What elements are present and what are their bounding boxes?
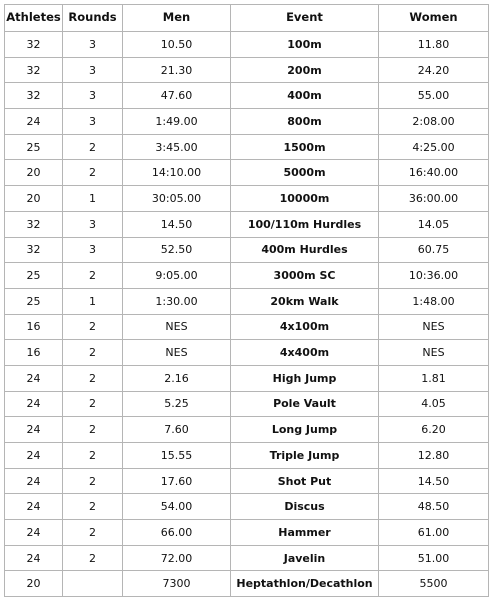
cell-event: 400m Hurdles — [231, 237, 379, 263]
cell-women: 4.05 — [379, 391, 489, 417]
cell-event: 5000m — [231, 160, 379, 186]
table-row — [5, 160, 489, 186]
cell-rounds: 3 — [63, 109, 123, 135]
cell-event: 1500m — [231, 134, 379, 160]
cell-event: 800m — [231, 109, 379, 135]
cell-women: 10:36.00 — [379, 263, 489, 289]
cell-athletes: 20 — [5, 160, 63, 186]
table-row — [5, 391, 489, 417]
cell-event: 10000m — [231, 186, 379, 212]
table-row — [5, 109, 489, 135]
cell-athletes: 25 — [5, 263, 63, 289]
cell-men: 47.60 — [123, 83, 231, 109]
cell-event: 100m — [231, 32, 379, 58]
cell-event: Discus — [231, 494, 379, 520]
cell-women: NES — [379, 340, 489, 366]
table-row — [5, 32, 489, 58]
cell-rounds: 3 — [63, 211, 123, 237]
table-row — [5, 211, 489, 237]
cell-athletes: 25 — [5, 134, 63, 160]
cell-event: Shot Put — [231, 468, 379, 494]
header-athletes: Athletes — [5, 5, 63, 32]
cell-women: 48.50 — [379, 494, 489, 520]
cell-event: Hammer — [231, 520, 379, 546]
cell-rounds: 2 — [63, 494, 123, 520]
cell-rounds: 2 — [63, 545, 123, 571]
table-row — [5, 237, 489, 263]
cell-women: 2:08.00 — [379, 109, 489, 135]
cell-men: 1:30.00 — [123, 288, 231, 314]
cell-women: 60.75 — [379, 237, 489, 263]
cell-event: 200m — [231, 57, 379, 83]
table-row — [5, 443, 489, 469]
cell-women: 5500 — [379, 571, 489, 597]
cell-event: 400m — [231, 83, 379, 109]
cell-athletes: 24 — [5, 443, 63, 469]
cell-rounds: 1 — [63, 186, 123, 212]
table-row — [5, 545, 489, 571]
header-row — [5, 5, 489, 32]
cell-athletes: 24 — [5, 494, 63, 520]
cell-men: 5.25 — [123, 391, 231, 417]
header-rounds: Rounds — [63, 5, 123, 32]
cell-rounds: 2 — [63, 443, 123, 469]
cell-athletes: 25 — [5, 288, 63, 314]
table-row — [5, 83, 489, 109]
cell-athletes: 32 — [5, 211, 63, 237]
cell-men: 1:49.00 — [123, 109, 231, 135]
cell-athletes: 24 — [5, 468, 63, 494]
cell-men: 3:45.00 — [123, 134, 231, 160]
table-row — [5, 340, 489, 366]
cell-event: 4x100m — [231, 314, 379, 340]
cell-rounds: 2 — [63, 365, 123, 391]
cell-rounds: 2 — [63, 160, 123, 186]
cell-event: Long Jump — [231, 417, 379, 443]
cell-athletes: 32 — [5, 32, 63, 58]
cell-women: 24.20 — [379, 57, 489, 83]
cell-athletes: 20 — [5, 186, 63, 212]
table-row — [5, 57, 489, 83]
cell-rounds: 2 — [63, 340, 123, 366]
cell-event: 100/110m Hurdles — [231, 211, 379, 237]
cell-athletes: 24 — [5, 545, 63, 571]
cell-men: 14.50 — [123, 211, 231, 237]
cell-men: 10.50 — [123, 32, 231, 58]
cell-event: Pole Vault — [231, 391, 379, 417]
cell-women: 4:25.00 — [379, 134, 489, 160]
cell-men: 2.16 — [123, 365, 231, 391]
cell-athletes: 24 — [5, 520, 63, 546]
table-row — [5, 263, 489, 289]
cell-men: 21.30 — [123, 57, 231, 83]
cell-women: 1:48.00 — [379, 288, 489, 314]
table-row — [5, 134, 489, 160]
table-row — [5, 494, 489, 520]
cell-rounds: 3 — [63, 32, 123, 58]
cell-athletes: 16 — [5, 314, 63, 340]
cell-rounds: 2 — [63, 134, 123, 160]
cell-women: 61.00 — [379, 520, 489, 546]
cell-event: Triple Jump — [231, 443, 379, 469]
table-header — [5, 5, 489, 32]
table-row — [5, 520, 489, 546]
cell-rounds: 3 — [63, 237, 123, 263]
cell-women: 51.00 — [379, 545, 489, 571]
cell-men: 14:10.00 — [123, 160, 231, 186]
cell-men: 72.00 — [123, 545, 231, 571]
cell-athletes: 24 — [5, 365, 63, 391]
cell-men: 66.00 — [123, 520, 231, 546]
table-row — [5, 314, 489, 340]
cell-men: 30:05.00 — [123, 186, 231, 212]
cell-women: NES — [379, 314, 489, 340]
cell-women: 16:40.00 — [379, 160, 489, 186]
cell-women: 14.05 — [379, 211, 489, 237]
cell-athletes: 20 — [5, 571, 63, 597]
cell-event: Heptathlon/Decathlon — [231, 571, 379, 597]
cell-athletes: 32 — [5, 237, 63, 263]
cell-rounds — [63, 571, 123, 597]
cell-women: 12.80 — [379, 443, 489, 469]
table-row — [5, 288, 489, 314]
cell-rounds: 3 — [63, 57, 123, 83]
header-men: Men — [123, 5, 231, 32]
cell-event: Javelin — [231, 545, 379, 571]
table-body — [5, 32, 489, 597]
cell-men: 9:05.00 — [123, 263, 231, 289]
cell-women: 36:00.00 — [379, 186, 489, 212]
cell-event: 20km Walk — [231, 288, 379, 314]
cell-men: 17.60 — [123, 468, 231, 494]
cell-women: 14.50 — [379, 468, 489, 494]
cell-rounds: 2 — [63, 417, 123, 443]
cell-athletes: 24 — [5, 417, 63, 443]
table-row — [5, 571, 489, 597]
cell-event: 3000m SC — [231, 263, 379, 289]
cell-men: 7300 — [123, 571, 231, 597]
cell-women: 11.80 — [379, 32, 489, 58]
cell-women: 1.81 — [379, 365, 489, 391]
cell-men: NES — [123, 314, 231, 340]
table-row — [5, 186, 489, 212]
cell-event: 4x400m — [231, 340, 379, 366]
cell-athletes: 24 — [5, 391, 63, 417]
table-row — [5, 417, 489, 443]
cell-men: 15.55 — [123, 443, 231, 469]
header-women: Women — [379, 5, 489, 32]
cell-men: 54.00 — [123, 494, 231, 520]
cell-women: 6.20 — [379, 417, 489, 443]
cell-rounds: 2 — [63, 314, 123, 340]
table-row — [5, 468, 489, 494]
cell-men: 7.60 — [123, 417, 231, 443]
cell-athletes: 32 — [5, 83, 63, 109]
cell-athletes: 16 — [5, 340, 63, 366]
cell-rounds: 2 — [63, 263, 123, 289]
header-event: Event — [231, 5, 379, 32]
cell-rounds: 2 — [63, 468, 123, 494]
cell-women: 55.00 — [379, 83, 489, 109]
cell-men: NES — [123, 340, 231, 366]
cell-men: 52.50 — [123, 237, 231, 263]
cell-rounds: 2 — [63, 391, 123, 417]
cell-rounds: 3 — [63, 83, 123, 109]
cell-rounds: 2 — [63, 520, 123, 546]
qualification-standards-table — [4, 4, 489, 597]
cell-rounds: 1 — [63, 288, 123, 314]
cell-event: High Jump — [231, 365, 379, 391]
cell-athletes: 32 — [5, 57, 63, 83]
table-row — [5, 365, 489, 391]
cell-athletes: 24 — [5, 109, 63, 135]
